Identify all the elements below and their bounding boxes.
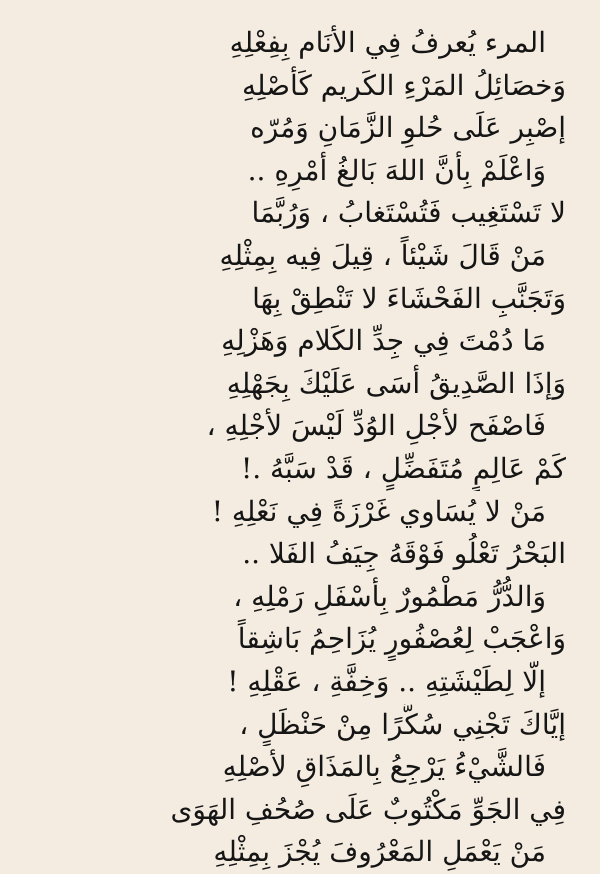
poem-line: وَإذَا الصَّدِيقُ أسَى عَلَيْكَ بِجَهْلِهِ <box>226 366 566 400</box>
poem-line: مَنْ قَالَ شَيْئاً ، قِيلَ فِيه بِمِثْلِهِ <box>219 238 546 272</box>
poem-line: إصْبِر عَلَى حُلوِ الزَّمَانِ وَمُرّه <box>250 111 566 145</box>
poem-line: إيَّاكَ تَجْنِي سُكَّرًا مِنْ حَنْظَلٍ ، <box>239 707 566 741</box>
poem-line: مَنْ لا يُسَاوي غَرْزَةً فِي نَعْلِهِ ! <box>211 494 546 528</box>
poem-line: وَالدُّرُّ مَطْمُورٌ بِأسْفَلِ رَمْلِهِ ، <box>233 579 546 613</box>
poem-verses <box>34 22 572 874</box>
poem-line: فِي الجَوِّ مَكْتُوبٌ عَلَى صُحُفِ الهَوَى <box>170 792 566 826</box>
poem-line: فَالشَّيْءُ يَرْجِعُ بِالمَذَاقِ لأصْلِهِ <box>222 750 546 784</box>
poem-line: وَتَجَنَّبِ الفَحْشَاءَ لا تَنْطِقْ بِهَا <box>252 281 566 315</box>
poem-line: وَاعْلَمْ بِأنَّ اللهَ بَالغُ أمْرِهِ .. <box>247 153 546 187</box>
poem-line: وَاعْجَبْ لِعُصْفُورٍ يُزَاحِمُ بَاشِقاً <box>237 622 566 656</box>
poem-line: فَاصْفَح لأجْلِ الوُدِّ لَيْسَ لأجْلِهِ ، <box>206 409 546 443</box>
poem-line: إلّا لِطَيْشَتِهِ .. وَخِفَّةِ ، عَقْلِهِ ! <box>227 664 546 698</box>
poem-line: مَنْ يَعْمَلِ المَعْرُوفَ يُجْزَ بِمِثْلِهِ <box>213 835 546 869</box>
poem-line: وَخصَائِلُ المَرْءِ الكَريم كَأصْلِهِ <box>241 68 566 102</box>
poem-line: مَا دُمْتَ فِي جِدِّ الكَلام وَهَزْلِهِ <box>221 324 546 358</box>
poem-line: البَحْرُ تَعْلُو فَوْقَهُ جِيَفُ الفَلا .. <box>242 537 566 571</box>
poem-line: المرء يُعرفُ فِي الأنَام بِفِعْلِهِ <box>229 26 546 59</box>
poem-line: لا تَسْتَغِيب فَتُسْتَغابُ ، وَرُبَّمَا <box>251 196 566 230</box>
poem-line: كَمْ عَالِمٍ مُتَفَضِّلٍ ، قَدْ سَبَّهُ .! <box>240 451 566 485</box>
